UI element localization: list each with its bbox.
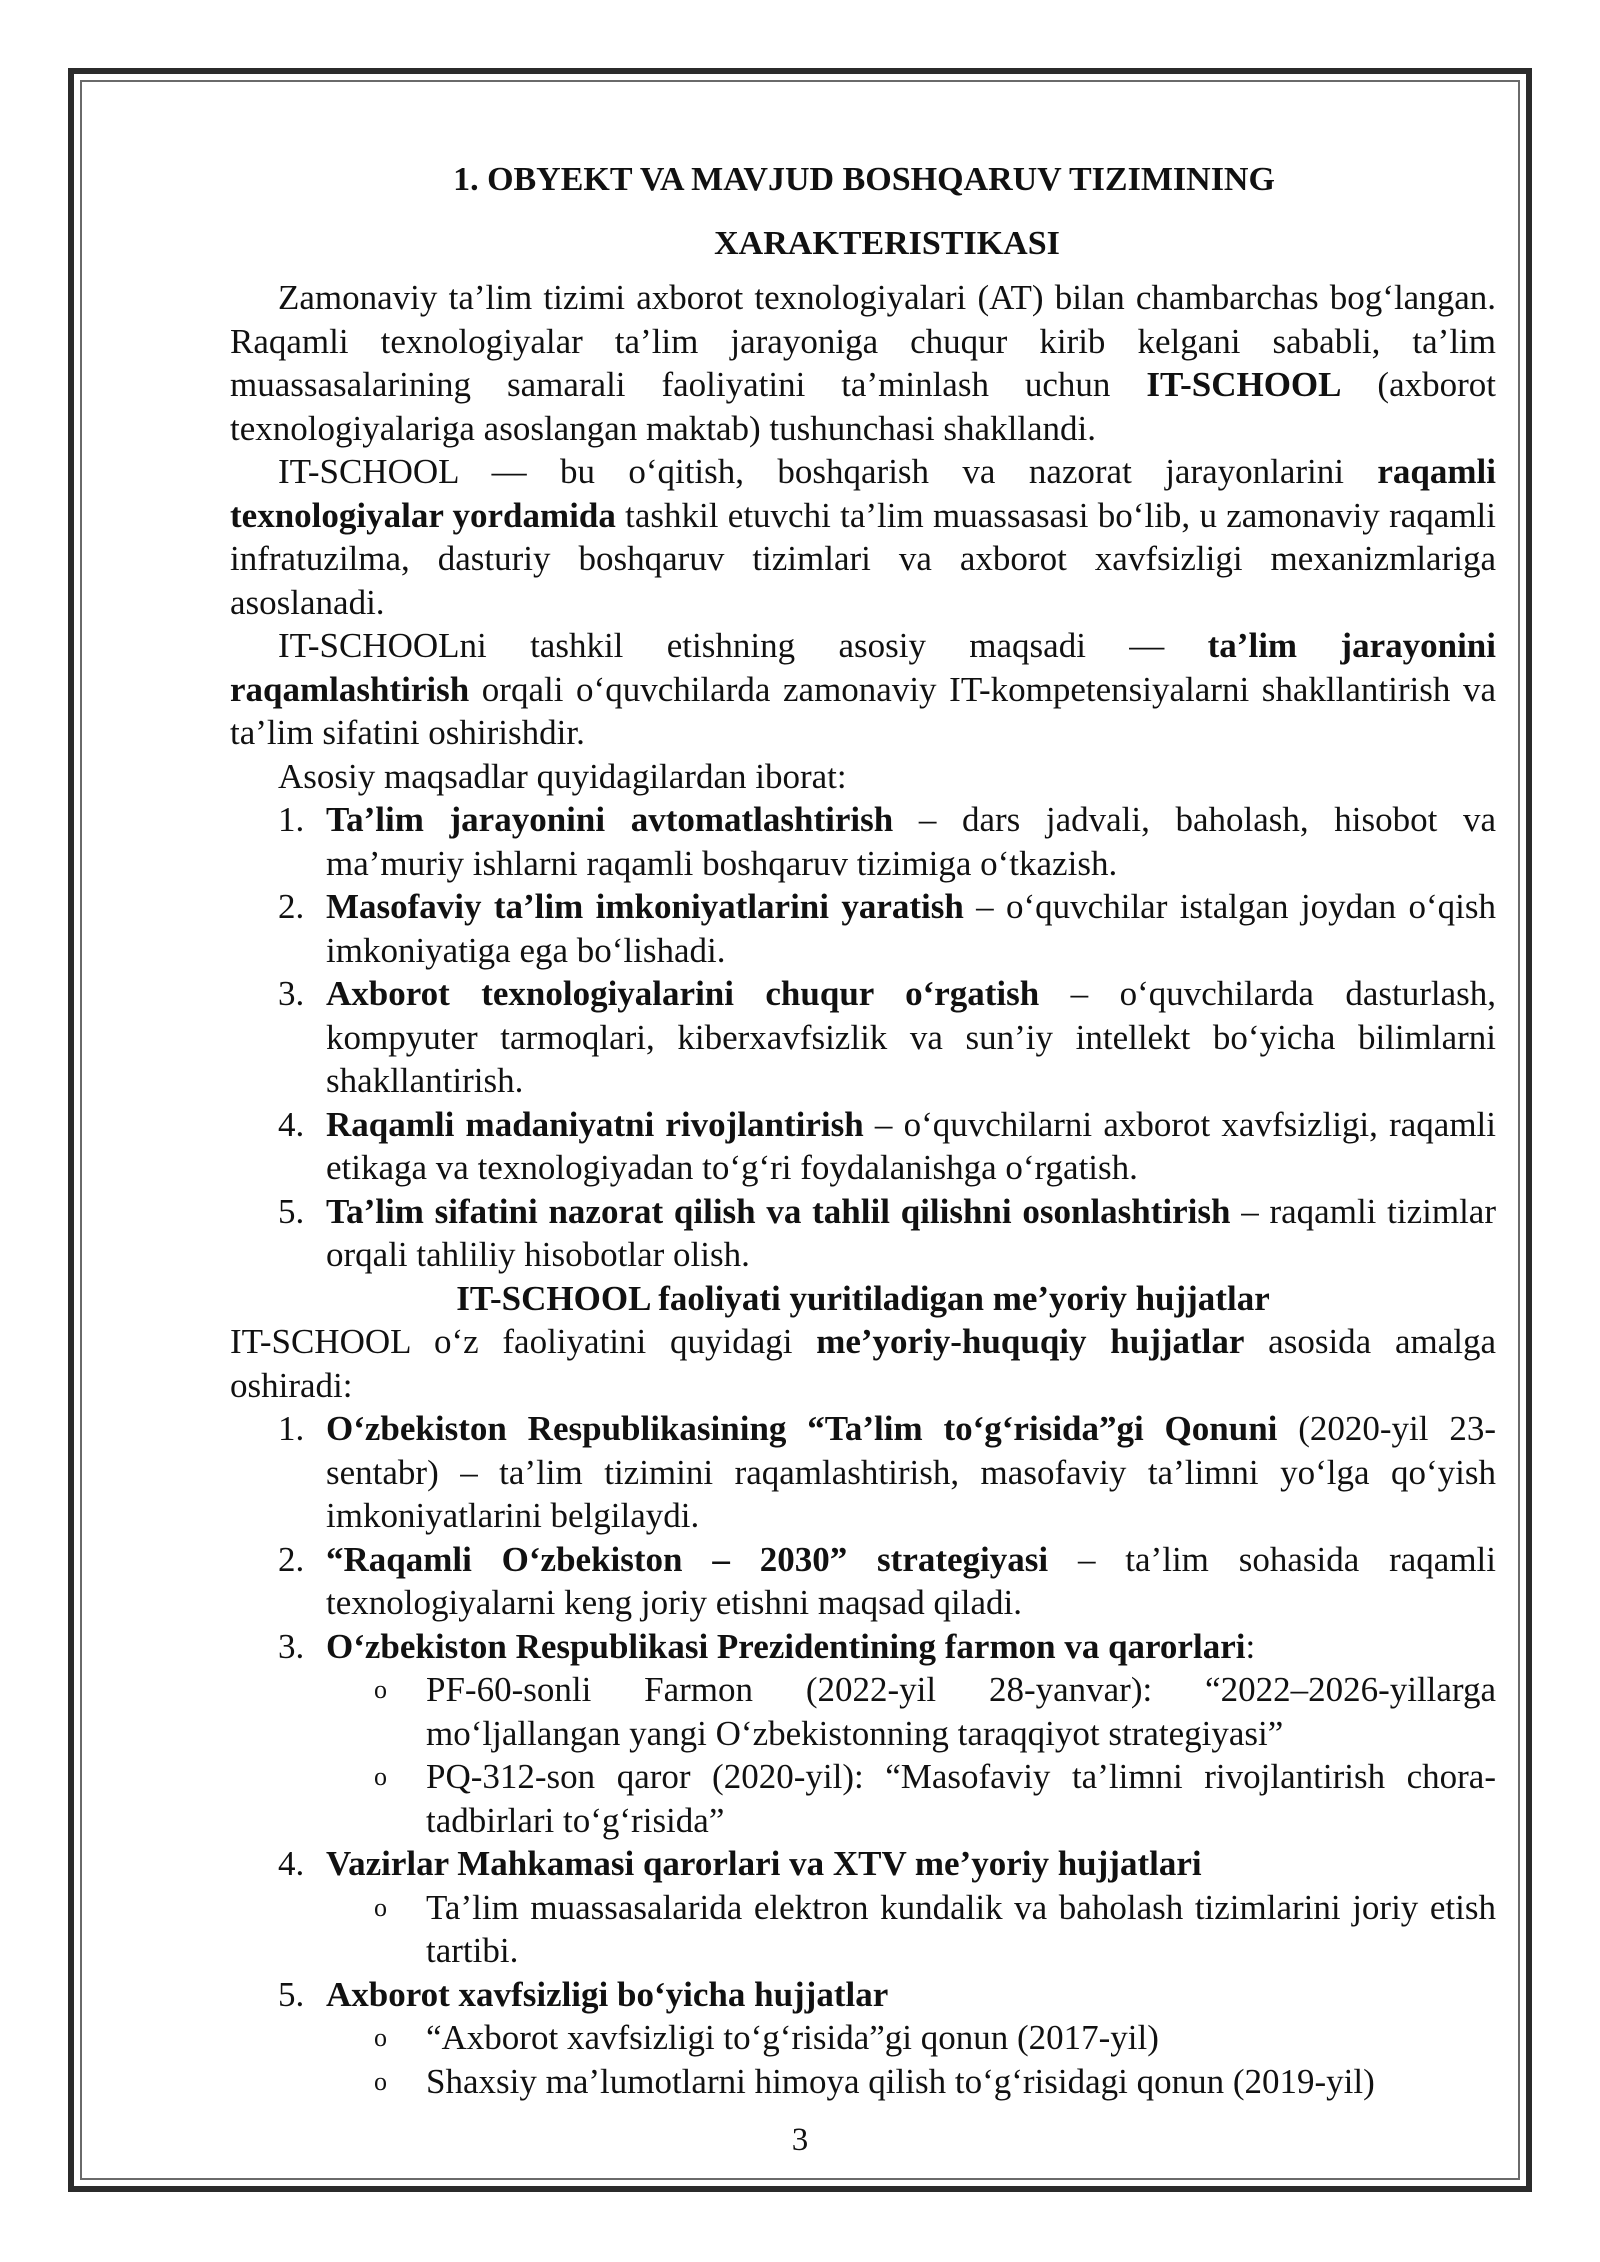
item-title: Raqamli madaniyatni rivojlantirish <box>326 1104 864 1144</box>
sub-item-text: “Axborot xavfsizligi to‘g‘risida”gi qonun (2017-yil) <box>426 2018 1159 2057</box>
item-number: 3. <box>278 1626 305 1666</box>
circle-bullet-icon: o <box>374 1675 387 1704</box>
item-title: Ta’lim jarayonini avtomatlashtirish <box>326 800 894 839</box>
purpose-paragraph <box>230 624 1496 755</box>
text: asosida amalga oshiradi: <box>230 1322 1496 1405</box>
item-text: – o‘quvchilarda dasturlash, kompyuter tarmoqlari, kiberxavfsizlik va sun’iy intellekt bo‘yicha bilimlarni shakllantirish. <box>326 974 1496 1100</box>
item-text: – o‘quvchilarni axborot xavfsizligi, raqamli etikaga va texnologiyadan to‘g‘ri foydalanishga o‘rgatish. <box>326 1104 1496 1187</box>
item-title: O‘zbekiston Respublikasining “Ta’lim to‘g‘risida”gi Qonuni <box>326 1409 1278 1448</box>
item-text: – o‘quvchilar istalgan joydan o‘qish imkoniyatiga ega bo‘lishadi. <box>326 887 1497 970</box>
sub-list-item <box>230 1755 1496 1842</box>
text: (axborot texnologiyalariga asoslangan maktab) tushunchasi shakllandi. <box>230 365 1496 448</box>
item-number: 1. <box>278 1409 305 1448</box>
intro-paragraph <box>230 276 1496 450</box>
chapter-title-line-1: 1. OBYEKT VA MAVJUD BOSHQARUV TIZIMINING <box>453 161 1275 198</box>
page-number: 3 <box>791 2122 809 2158</box>
sub-list <box>326 2016 1496 2103</box>
documents-list <box>230 1407 1496 2103</box>
item-title: Vazirlar Mahkamasi qarorlari va XTV me’yoriy hujjatlari <box>326 1844 1202 1883</box>
list-item <box>230 1103 1496 1190</box>
item-number: 3. <box>278 974 305 1013</box>
circle-bullet-icon: o <box>374 2023 387 2052</box>
sub-list <box>326 1886 1496 1973</box>
docs-intro <box>230 1320 1496 1407</box>
list-item <box>230 1407 1496 1538</box>
item-text: – ta’lim sohasida raqamli texnologiyalarni keng joriy etishni maqsad qiladi. <box>326 1539 1496 1622</box>
sub-list-item <box>230 1668 1496 1755</box>
bold-term: raqamli texnologiyalar yordamida <box>230 452 1496 535</box>
item-text: – raqamli tizimlar orqali tahliliy hisobotlar olish. <box>326 1191 1496 1274</box>
text: Zamonaviy ta’lim tizimi axborot texnologiyalari (AT) bilan chambarchas bog‘langan. Raqamli texnologiyalar ta’lim jarayoniga chuqur kirib kelgani sababli, ta’lim muassasalarining samarali faoliyatini ta’minlash uchun <box>230 278 1496 404</box>
bold-term: IT-SCHOOL <box>1146 365 1342 404</box>
sub-list-item <box>230 1886 1496 1973</box>
text: IT-SCHOOLni tashkil etishning asosiy maqsadi — <box>278 626 1208 665</box>
item-title: “Raqamli O‘zbekiston – 2030” strategiyasi <box>326 1539 1049 1579</box>
document-body <box>230 148 1496 2103</box>
list-item <box>230 1190 1496 1277</box>
bold-term: ta’lim jarayonini raqamlashtirish <box>230 626 1496 709</box>
item-number: 4. <box>278 1104 305 1144</box>
item-text: (2020-yil 23-sentabr) – ta’lim tizimini raqamlashtirish, masofaviy ta’limni yo‘lga qo‘yish imkoniyatlarini belgilaydi. <box>326 1409 1496 1535</box>
item-number: 2. <box>278 887 305 926</box>
sub-item-text: Ta’lim muassasalarida elektron kundalik va baholash tizimlarini joriy etish tartibi. <box>426 1887 1496 1970</box>
sub-item-text: PQ-312-son qaror (2020-yil): “Masofaviy ta’limni rivojlantirish chora-tadbirlari to‘g‘risida” <box>426 1757 1496 1840</box>
goals-intro: Asosiy maqsadlar quyidagilardan iborat: <box>278 756 847 796</box>
list-item <box>230 798 1496 885</box>
list-item <box>230 1842 1496 1973</box>
circle-bullet-icon: o <box>374 1892 387 1922</box>
sub-item-text: PF-60-sonli Farmon (2022-yil 28-yanvar): “2022–2026-yillarga mo‘ljallangan yangi O‘zbekistonning taraqqiyot strategiyasi” <box>426 1670 1496 1753</box>
item-text: – dars jadvali, baholash, hisobot va ma’muriy ishlarni raqamli boshqaruv tizimiga o‘tkazish. <box>326 800 1496 883</box>
list-item <box>230 1625 1496 1843</box>
sub-list-item <box>230 2016 1496 2060</box>
item-number: 5. <box>278 1191 305 1231</box>
list-item <box>230 885 1496 972</box>
item-number: 5. <box>278 1974 305 2014</box>
text: orqali o‘quvchilarda zamonaviy IT-kompetensiyalarni shakllantirish va ta’lim sifatini oshirishdir. <box>230 669 1496 752</box>
chapter-title-line-2: XARAKTERISTIKASI <box>714 225 1060 262</box>
list-item <box>230 972 1496 1103</box>
item-title: Ta’lim sifatini nazorat qilish va tahlil qilishni osonlashtirish <box>326 1191 1231 1231</box>
list-item <box>230 1538 1496 1625</box>
list-item <box>230 1973 1496 2104</box>
text: IT-SCHOOL — bu o‘qitish, boshqarish va nazorat jarayonlarini <box>278 452 1378 491</box>
circle-bullet-icon: o <box>374 1762 387 1791</box>
item-title: O‘zbekiston Respublikasi Prezidentining farmon va qarorlari <box>326 1626 1246 1666</box>
sub-item-text: Shaxsiy ma’lumotlarni himoya qilish to‘g‘risidagi qonun (2019-yil) <box>426 2061 1375 2101</box>
text: tashkil etuvchi ta’lim muassasasi bo‘lib, u zamonaviy raqamli infratuzilma, dasturiy boshqaruv tizimlari va axborot xavfsizligi mexanizmlariga asoslanadi. <box>230 495 1496 622</box>
item-number: 4. <box>278 1844 305 1883</box>
item-title: Axborot texnologiyalarini chuqur o‘rgatish <box>326 974 1040 1013</box>
item-number: 1. <box>278 800 305 839</box>
item-title: Axborot xavfsizligi bo‘yicha hujjatlar <box>326 1974 889 2014</box>
sub-list-item <box>230 2060 1496 2104</box>
item-text: : <box>1245 1626 1256 1666</box>
section-heading: IT-SCHOOL faoliyati yuritiladigan me’yoriy hujjatlar <box>456 1278 1270 1318</box>
bold-term: me’yoriy-huquqiy hujjatlar <box>816 1322 1245 1361</box>
text: IT-SCHOOL o‘z faoliyatini quyidagi <box>230 1322 817 1361</box>
definition-paragraph <box>230 450 1496 624</box>
goals-list <box>230 798 1496 1277</box>
item-number: 2. <box>278 1539 305 1579</box>
circle-bullet-icon: o <box>374 2066 387 2096</box>
item-title: Masofaviy ta’lim imkoniyatlarini yaratish <box>326 887 964 926</box>
sub-list <box>326 1668 1496 1842</box>
